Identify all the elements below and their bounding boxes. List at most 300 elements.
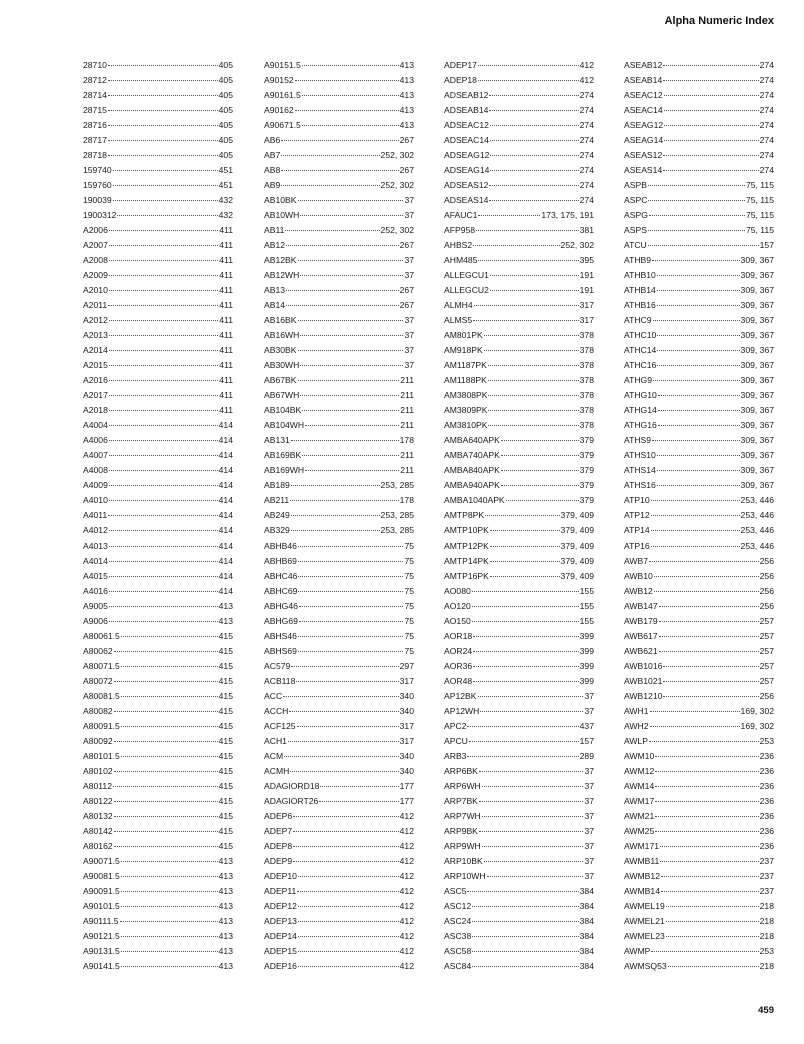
dot-leader <box>109 469 218 471</box>
index-entry <box>444 959 594 974</box>
dot-leader <box>109 545 218 547</box>
index-page-numbers: 274 <box>759 90 774 101</box>
index-term: A4010 <box>83 495 108 506</box>
dot-leader <box>472 950 578 952</box>
dot-leader <box>109 319 218 321</box>
index-term: ACF125 <box>264 720 296 731</box>
index-entry <box>264 539 414 554</box>
index-entry <box>264 178 414 193</box>
index-entry <box>444 659 594 674</box>
index-page-numbers: 75 <box>404 630 414 641</box>
index-term: A90111.5 <box>83 915 119 926</box>
dot-leader <box>489 109 578 111</box>
index-page-numbers: 309, 367 <box>740 405 774 416</box>
index-entry <box>444 614 594 629</box>
index-entry <box>264 899 414 914</box>
index-page-numbers: 415 <box>218 675 233 686</box>
dot-leader <box>666 920 759 922</box>
dot-leader <box>467 755 578 757</box>
dot-leader <box>109 499 218 501</box>
index-term: AO150 <box>444 615 471 626</box>
dot-leader <box>648 199 745 201</box>
index-entry <box>624 313 774 328</box>
index-term: AFP958 <box>444 225 476 236</box>
index-term: 28714 <box>83 90 107 101</box>
index-term: AB67WH <box>264 390 300 401</box>
index-entry <box>444 133 594 148</box>
index-entry <box>83 493 233 508</box>
index-term: A2013 <box>83 330 108 341</box>
index-term: AB8 <box>264 165 281 176</box>
index-term: ATHS14 <box>624 465 656 476</box>
dot-leader <box>478 695 584 697</box>
index-page-numbers: 405 <box>218 135 233 146</box>
index-term: ADEP15 <box>264 945 297 956</box>
index-entry <box>264 403 414 418</box>
index-page-numbers: 411 <box>219 300 233 311</box>
index-term: ADSEAC12 <box>444 120 489 131</box>
index-page-numbers: 309, 367 <box>740 480 774 491</box>
index-entry <box>624 719 774 734</box>
index-term: AWM12 <box>624 765 655 776</box>
index-page-numbers: 256 <box>759 585 774 596</box>
index-term: ADEP18 <box>444 75 477 86</box>
dot-leader <box>489 199 578 201</box>
dot-leader <box>648 229 745 231</box>
index-term: 1900312 <box>83 210 117 221</box>
dot-leader <box>121 890 218 892</box>
index-entry <box>264 584 414 599</box>
index-term: A4012 <box>83 525 108 536</box>
dot-leader <box>488 379 579 381</box>
index-entry <box>264 58 414 73</box>
index-term: AWM14 <box>624 780 655 791</box>
index-entry <box>264 268 414 283</box>
index-term: AB10BK <box>264 195 297 206</box>
index-entry <box>444 554 594 569</box>
index-entry <box>264 614 414 629</box>
index-page-numbers: 274 <box>759 120 774 131</box>
index-entry <box>624 403 774 418</box>
index-term: AB67BK <box>264 375 297 386</box>
dot-leader <box>484 860 584 862</box>
index-entry <box>444 433 594 448</box>
dot-leader <box>109 560 218 562</box>
index-entry <box>624 749 774 764</box>
index-page-numbers: 413 <box>399 120 414 131</box>
dot-leader <box>114 650 218 652</box>
dot-leader <box>653 379 740 381</box>
index-term: ASEAS12 <box>624 150 663 161</box>
index-column-2 <box>264 58 414 974</box>
index-page-numbers: 309, 367 <box>740 315 774 326</box>
index-entry <box>264 523 414 538</box>
index-page-numbers: 317 <box>579 300 594 311</box>
index-page-numbers: 253 <box>759 945 774 956</box>
dot-leader <box>284 755 399 757</box>
index-page-numbers: 236 <box>759 840 774 851</box>
index-entry <box>624 764 774 779</box>
dot-leader <box>121 755 218 757</box>
dot-leader <box>482 785 584 787</box>
index-page-numbers: 399 <box>579 630 594 641</box>
index-entry <box>444 103 594 118</box>
index-entry <box>83 313 233 328</box>
index-page-numbers: 218 <box>759 915 774 926</box>
dot-leader <box>108 124 218 126</box>
index-page-numbers: 411 <box>219 360 233 371</box>
dot-leader <box>298 319 404 321</box>
index-entry <box>444 313 594 328</box>
index-entry <box>83 899 233 914</box>
index-entry <box>444 523 594 538</box>
index-term: 159740 <box>83 165 112 176</box>
dot-leader <box>472 965 578 967</box>
index-term: ACH1 <box>264 735 287 746</box>
index-term: AOR36 <box>444 660 473 671</box>
index-page-numbers: 274 <box>759 165 774 176</box>
index-page-numbers: 75 <box>404 570 414 581</box>
index-page-numbers: 309, 367 <box>740 330 774 341</box>
index-term: ARP7WH <box>444 810 481 821</box>
index-entry <box>444 148 594 163</box>
dot-leader <box>121 965 218 967</box>
index-page-numbers: 274 <box>759 60 774 70</box>
index-term: ASEAB14 <box>624 75 663 86</box>
dot-leader <box>295 109 399 111</box>
index-page-numbers: 379, 409 <box>560 540 594 551</box>
dot-leader <box>657 454 740 456</box>
index-term: A90141.5 <box>83 960 120 971</box>
dot-leader <box>649 560 759 562</box>
index-term: AWMEL19 <box>624 900 665 911</box>
index-term: ACM <box>264 750 284 761</box>
index-entry <box>444 178 594 193</box>
index-term: A4015 <box>83 570 108 581</box>
index-entry <box>83 614 233 629</box>
index-term: APCU <box>444 735 468 746</box>
index-page-numbers: 405 <box>218 75 233 86</box>
index-column-3 <box>444 58 594 974</box>
index-term: AM1187PK <box>444 360 487 371</box>
index-term: A2011 <box>83 300 108 311</box>
index-term: ADEP10 <box>264 870 297 881</box>
dot-leader <box>472 920 578 922</box>
dot-leader <box>302 94 399 96</box>
index-term: AB30BK <box>264 345 297 356</box>
dot-leader <box>658 424 740 426</box>
index-term: ASEAS14 <box>624 165 663 176</box>
index-page-numbers: 75 <box>404 540 414 551</box>
dot-leader <box>657 484 740 486</box>
dot-leader <box>302 454 399 456</box>
index-page-numbers: 379, 409 <box>560 570 594 581</box>
index-entry <box>264 358 414 373</box>
index-page-numbers: 75, 115 <box>745 225 774 236</box>
index-term: ADSEAG14 <box>444 165 490 176</box>
dot-leader <box>473 650 578 652</box>
index-entry <box>444 223 594 238</box>
index-entry <box>624 674 774 689</box>
dot-leader <box>298 259 404 261</box>
index-term: AWMB11 <box>624 855 660 866</box>
index-entry <box>83 554 233 569</box>
index-term: A4013 <box>83 540 108 551</box>
index-page-numbers: 340 <box>399 705 414 716</box>
dot-leader <box>109 274 218 276</box>
index-page-numbers: 378 <box>579 390 594 401</box>
dot-leader <box>109 605 218 607</box>
index-page-numbers: 169, 302 <box>740 720 774 731</box>
index-entry <box>444 73 594 88</box>
index-page-numbers: 412 <box>399 870 414 881</box>
index-page-numbers: 178 <box>399 435 414 446</box>
index-page-numbers: 218 <box>759 900 774 911</box>
index-term: AMTP8PK <box>444 510 485 521</box>
index-entry <box>83 824 233 839</box>
index-term: ASC84 <box>444 960 472 971</box>
index-term: AM918PK <box>444 345 483 356</box>
index-entry <box>444 298 594 313</box>
index-term: ASEAG14 <box>624 135 664 146</box>
index-term: AB211 <box>264 495 290 506</box>
dot-leader <box>293 830 398 832</box>
index-page-numbers: 169, 302 <box>740 705 774 716</box>
index-page-numbers: 415 <box>218 750 233 761</box>
index-page-numbers: 191 <box>579 270 594 281</box>
index-entry <box>83 208 233 223</box>
index-page-numbers: 309, 367 <box>740 435 774 446</box>
index-page-numbers: 37 <box>584 690 594 701</box>
dot-leader <box>490 289 579 291</box>
dot-leader <box>657 364 739 366</box>
index-page-numbers: 399 <box>579 645 594 656</box>
index-term: AO080 <box>444 585 471 596</box>
index-term: AWMB14 <box>624 885 660 896</box>
index-page-numbers: 413 <box>399 90 414 101</box>
index-term: A80092 <box>83 735 113 746</box>
dot-leader <box>655 800 758 802</box>
index-term: A90671.5 <box>264 120 301 131</box>
index-page-numbers: 253, 285 <box>380 480 414 491</box>
index-term: A90101.5 <box>83 900 120 911</box>
index-entry <box>444 764 594 779</box>
dot-leader <box>113 169 218 171</box>
index-term: AB13 <box>264 285 286 296</box>
index-page-numbers: 274 <box>759 135 774 146</box>
index-term: AB9 <box>264 180 281 191</box>
dot-leader <box>114 710 218 712</box>
index-page-numbers: 211 <box>400 405 414 416</box>
index-entry <box>83 659 233 674</box>
index-term: ASC58 <box>444 945 472 956</box>
dot-leader <box>291 529 380 531</box>
index-term: AWM21 <box>624 810 655 821</box>
index-entry <box>264 659 414 674</box>
dot-leader <box>480 710 583 712</box>
index-term: A80102 <box>83 765 113 776</box>
index-entry <box>83 569 233 584</box>
index-page-numbers: 379, 409 <box>560 555 594 566</box>
index-entry <box>83 689 233 704</box>
index-page-numbers: 414 <box>218 420 233 431</box>
index-entry <box>444 734 594 749</box>
index-entry <box>444 508 594 523</box>
index-term: ASC24 <box>444 915 472 926</box>
index-term: ACB118 <box>264 675 296 686</box>
index-entry <box>83 88 233 103</box>
index-term: A90071.5 <box>83 855 120 866</box>
dot-leader <box>655 755 758 757</box>
dot-leader <box>109 424 218 426</box>
dot-leader <box>660 845 759 847</box>
index-term: AB14 <box>264 300 286 311</box>
index-term: AWB147 <box>624 600 658 611</box>
index-term: ASPC <box>624 195 648 206</box>
index-entry <box>444 794 594 809</box>
index-page-numbers: 274 <box>579 135 594 146</box>
index-term: ATHC16 <box>624 360 657 371</box>
dot-leader <box>661 875 759 877</box>
index-term: AB6 <box>264 135 281 146</box>
index-page-numbers: 75, 115 <box>745 210 774 221</box>
index-entry <box>624 914 774 929</box>
dot-leader <box>121 950 218 952</box>
index-term: AB16WH <box>264 330 300 341</box>
dot-leader <box>473 635 578 637</box>
index-page-numbers: 414 <box>218 510 233 521</box>
index-page-numbers: 412 <box>399 855 414 866</box>
index-entry <box>264 463 414 478</box>
index-term: ALLEGCU1 <box>444 270 489 281</box>
index-term: A4009 <box>83 480 108 491</box>
dot-leader <box>660 860 758 862</box>
index-page-numbers: 155 <box>579 585 594 596</box>
index-term: AWB1016 <box>624 660 663 671</box>
index-term: ARP6BK <box>444 765 478 776</box>
dot-leader <box>285 229 379 231</box>
dot-leader <box>501 454 579 456</box>
index-entry <box>444 584 594 599</box>
index-page-numbers: 37 <box>584 840 594 851</box>
dot-leader <box>655 770 758 772</box>
index-entry <box>83 223 233 238</box>
index-entry <box>624 584 774 599</box>
dot-leader <box>488 364 579 366</box>
index-entry <box>83 118 233 133</box>
index-term: 28712 <box>83 75 107 86</box>
dot-leader <box>490 124 579 126</box>
index-page-numbers: 411 <box>219 240 233 251</box>
index-entry <box>83 644 233 659</box>
index-term: ASC5 <box>444 885 467 896</box>
index-entry <box>83 103 233 118</box>
index-term: ATP10 <box>624 495 650 506</box>
dot-leader <box>472 935 578 937</box>
index-entry <box>264 508 414 523</box>
index-page-numbers: 411 <box>219 330 233 341</box>
index-term: AWH1 <box>624 705 649 716</box>
index-entry <box>444 539 594 554</box>
index-page-numbers: 256 <box>759 570 774 581</box>
dot-leader <box>291 514 380 516</box>
index-page-numbers: 274 <box>579 195 594 206</box>
index-page-numbers: 414 <box>218 570 233 581</box>
index-entry <box>444 629 594 644</box>
index-term: AB10WH <box>264 210 300 221</box>
index-page-numbers: 236 <box>759 765 774 776</box>
index-entry <box>264 869 414 884</box>
dot-leader <box>298 379 400 381</box>
dot-leader <box>298 590 403 592</box>
index-entry <box>444 493 594 508</box>
index-page-numbers: 451 <box>218 180 233 191</box>
index-term: A80072 <box>83 675 113 686</box>
index-term: ATHS10 <box>624 450 656 461</box>
index-term: ADSEAB14 <box>444 105 489 116</box>
index-term: ATHG14 <box>624 405 657 416</box>
index-page-numbers: 236 <box>759 825 774 836</box>
index-page-numbers: 415 <box>218 765 233 776</box>
dot-leader <box>663 169 758 171</box>
dot-leader <box>657 274 740 276</box>
dot-leader <box>651 545 740 547</box>
index-page-numbers: 211 <box>400 465 414 476</box>
index-page-numbers: 415 <box>218 720 233 731</box>
index-entry <box>264 388 414 403</box>
dot-leader <box>664 109 759 111</box>
index-entry <box>444 358 594 373</box>
dot-leader <box>114 800 218 802</box>
index-entry <box>624 884 774 899</box>
dot-leader <box>659 605 759 607</box>
index-term: AB12 <box>264 240 286 251</box>
index-entry <box>83 508 233 523</box>
index-term: AWM25 <box>624 825 655 836</box>
index-page-numbers: 412 <box>399 885 414 896</box>
index-page-numbers: 75, 115 <box>745 180 774 191</box>
index-term: ATP14 <box>624 525 650 536</box>
index-page-numbers: 253, 446 <box>740 510 774 521</box>
dot-leader <box>302 64 399 66</box>
dot-leader <box>650 710 740 712</box>
index-term: AWB617 <box>624 630 658 641</box>
index-entry <box>83 403 233 418</box>
dot-leader <box>114 770 218 772</box>
index-page-numbers: 191 <box>579 285 594 296</box>
index-page-numbers: 412 <box>399 945 414 956</box>
index-page-numbers: 395 <box>579 255 594 266</box>
dot-leader <box>663 680 758 682</box>
index-entry <box>444 749 594 764</box>
index-page-numbers: 379, 409 <box>560 525 594 536</box>
dot-leader <box>663 64 758 66</box>
index-term: ASPG <box>624 210 648 221</box>
index-page-numbers: 236 <box>759 780 774 791</box>
index-page-numbers: 413 <box>218 945 233 956</box>
index-page-numbers: 253, 446 <box>740 495 774 506</box>
index-page-numbers: 309, 367 <box>740 375 774 386</box>
dot-leader <box>121 860 218 862</box>
index-entry <box>83 253 233 268</box>
index-page-numbers: 378 <box>579 405 594 416</box>
index-entry <box>83 929 233 944</box>
index-term: ATHG16 <box>624 420 657 431</box>
page-header-title: Alpha Numeric Index <box>664 15 774 27</box>
dot-leader <box>666 935 759 937</box>
index-page-numbers: 75 <box>404 615 414 626</box>
dot-leader <box>108 79 218 81</box>
